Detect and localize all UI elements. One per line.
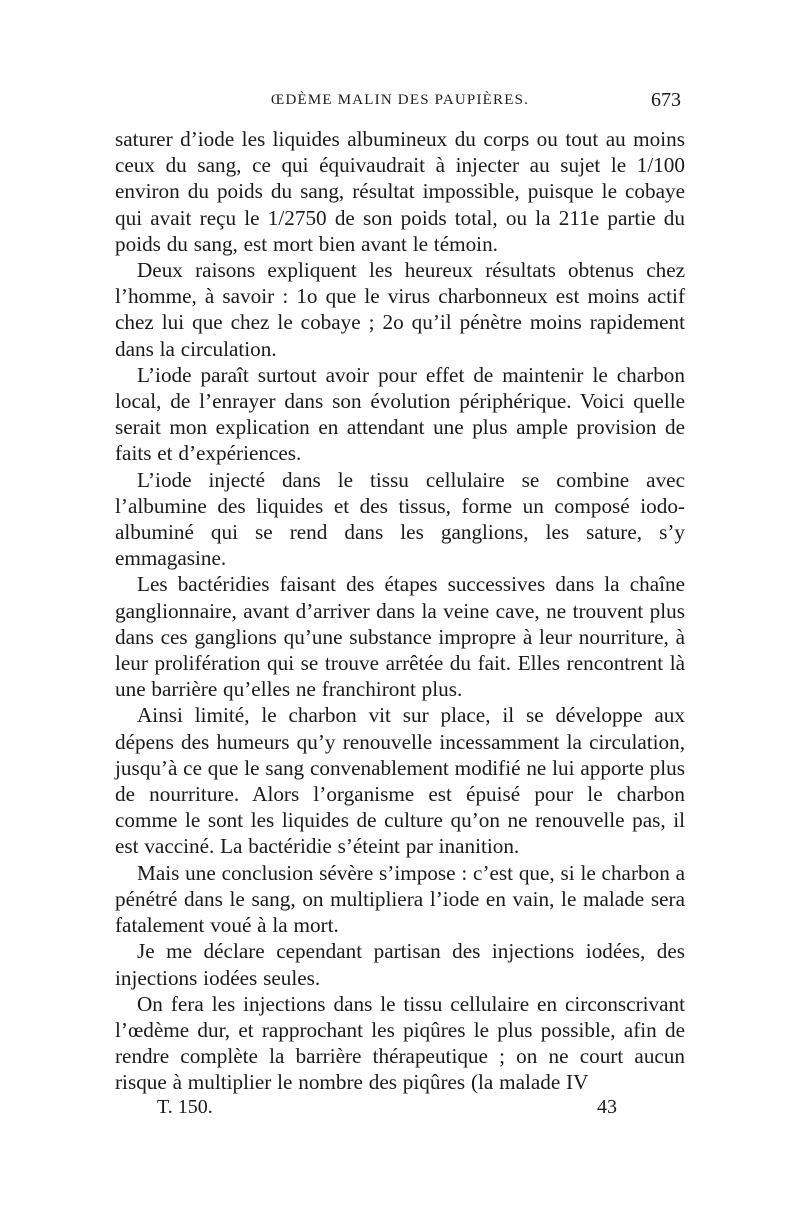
- page-header: [115, 89, 685, 126]
- paragraph-8: Je me déclare cependant partisan des injections iodées, des injections iodées seules.: [115, 939, 685, 990]
- body-text: [115, 126, 685, 1096]
- printer-signature: T. 150.: [157, 1095, 213, 1118]
- sheet-number: 43: [597, 1095, 617, 1118]
- book-page: [115, 89, 685, 1124]
- paragraph-1: saturer d’iode les liquides albumineux du corps ou tout au moins ceux du sang, ce qui équivaudrait à injecter au sujet le 1/100 environ du poids du sang, résultat impossible, puisque le cobaye qui avait reçu le 1/2750 de son poids total, ou la 211e partie du poids du sang, est mort bien avant le témoin.: [115, 127, 685, 256]
- paragraph-6: Ainsi limité, le charbon vit sur place, il se développe aux dépens des humeurs qu’y renouvelle incessamment la circulation, jusqu’à ce que le sang convenablement modifié ne lui apporte plus de nourriture. Alors l’organisme est épuisé pour le charbon comme le sont les liquides de culture qu’on ne renouvelle pas, il est vacciné. La bactéridie s’éteint par inanition.: [115, 703, 685, 859]
- page-number: 673: [651, 89, 681, 111]
- paragraph-3: L’iode paraît surtout avoir pour effet de maintenir le charbon local, de l’enrayer dans son évolution périphérique. Voici quelle serait mon explication en attendant une plus ample provision de faits et d’expériences.: [115, 362, 685, 466]
- paragraph-5: Les bactéridies faisant des étapes successives dans la chaîne ganglionnaire, avant d’arriver dans la veine cave, ne trouvent plus dans ces ganglions qu’une substance impropre à leur nourriture, à leur prolifération qui se trouve arrêtée du fait. Elles rencontrent là une barrière qu’elles ne franchiront plus.: [115, 572, 685, 702]
- page-footer: [115, 1096, 685, 1124]
- paragraph-2: Deux raisons expliquent les heureux résultats obtenus chez l’homme, à savoir : 1o que le virus charbonneux est moins actif chez lui que chez le cobaye ; 2o qu’il pénètre moins rapidement dans la circulation.: [115, 258, 685, 361]
- paragraph-4: L’iode injecté dans le tissu cellulaire se combine avec l’albumine des liquides et des tissus, forme un composé iodo-albuminé qui se rend dans les ganglions, les sature, s’y emmagasine.: [115, 467, 685, 571]
- paragraph-7: Mais une conclusion sévère s’impose : c’est que, si le charbon a pénétré dans le sang, on multipliera l’iode en vain, le malade sera fatalement voué à la mort.: [115, 860, 685, 938]
- running-head: ŒDÈME MALIN DES PAUPIÈRES.: [270, 92, 530, 108]
- paragraph-9: On fera les injections dans le tissu cellulaire en circonscrivant l’œdème dur, et rapprochant les piqûres le plus possible, afin de rendre complète la barrière thérapeutique ; on ne court aucun risque à multiplier le nombre des piqûres (la malade IV: [115, 991, 685, 1095]
